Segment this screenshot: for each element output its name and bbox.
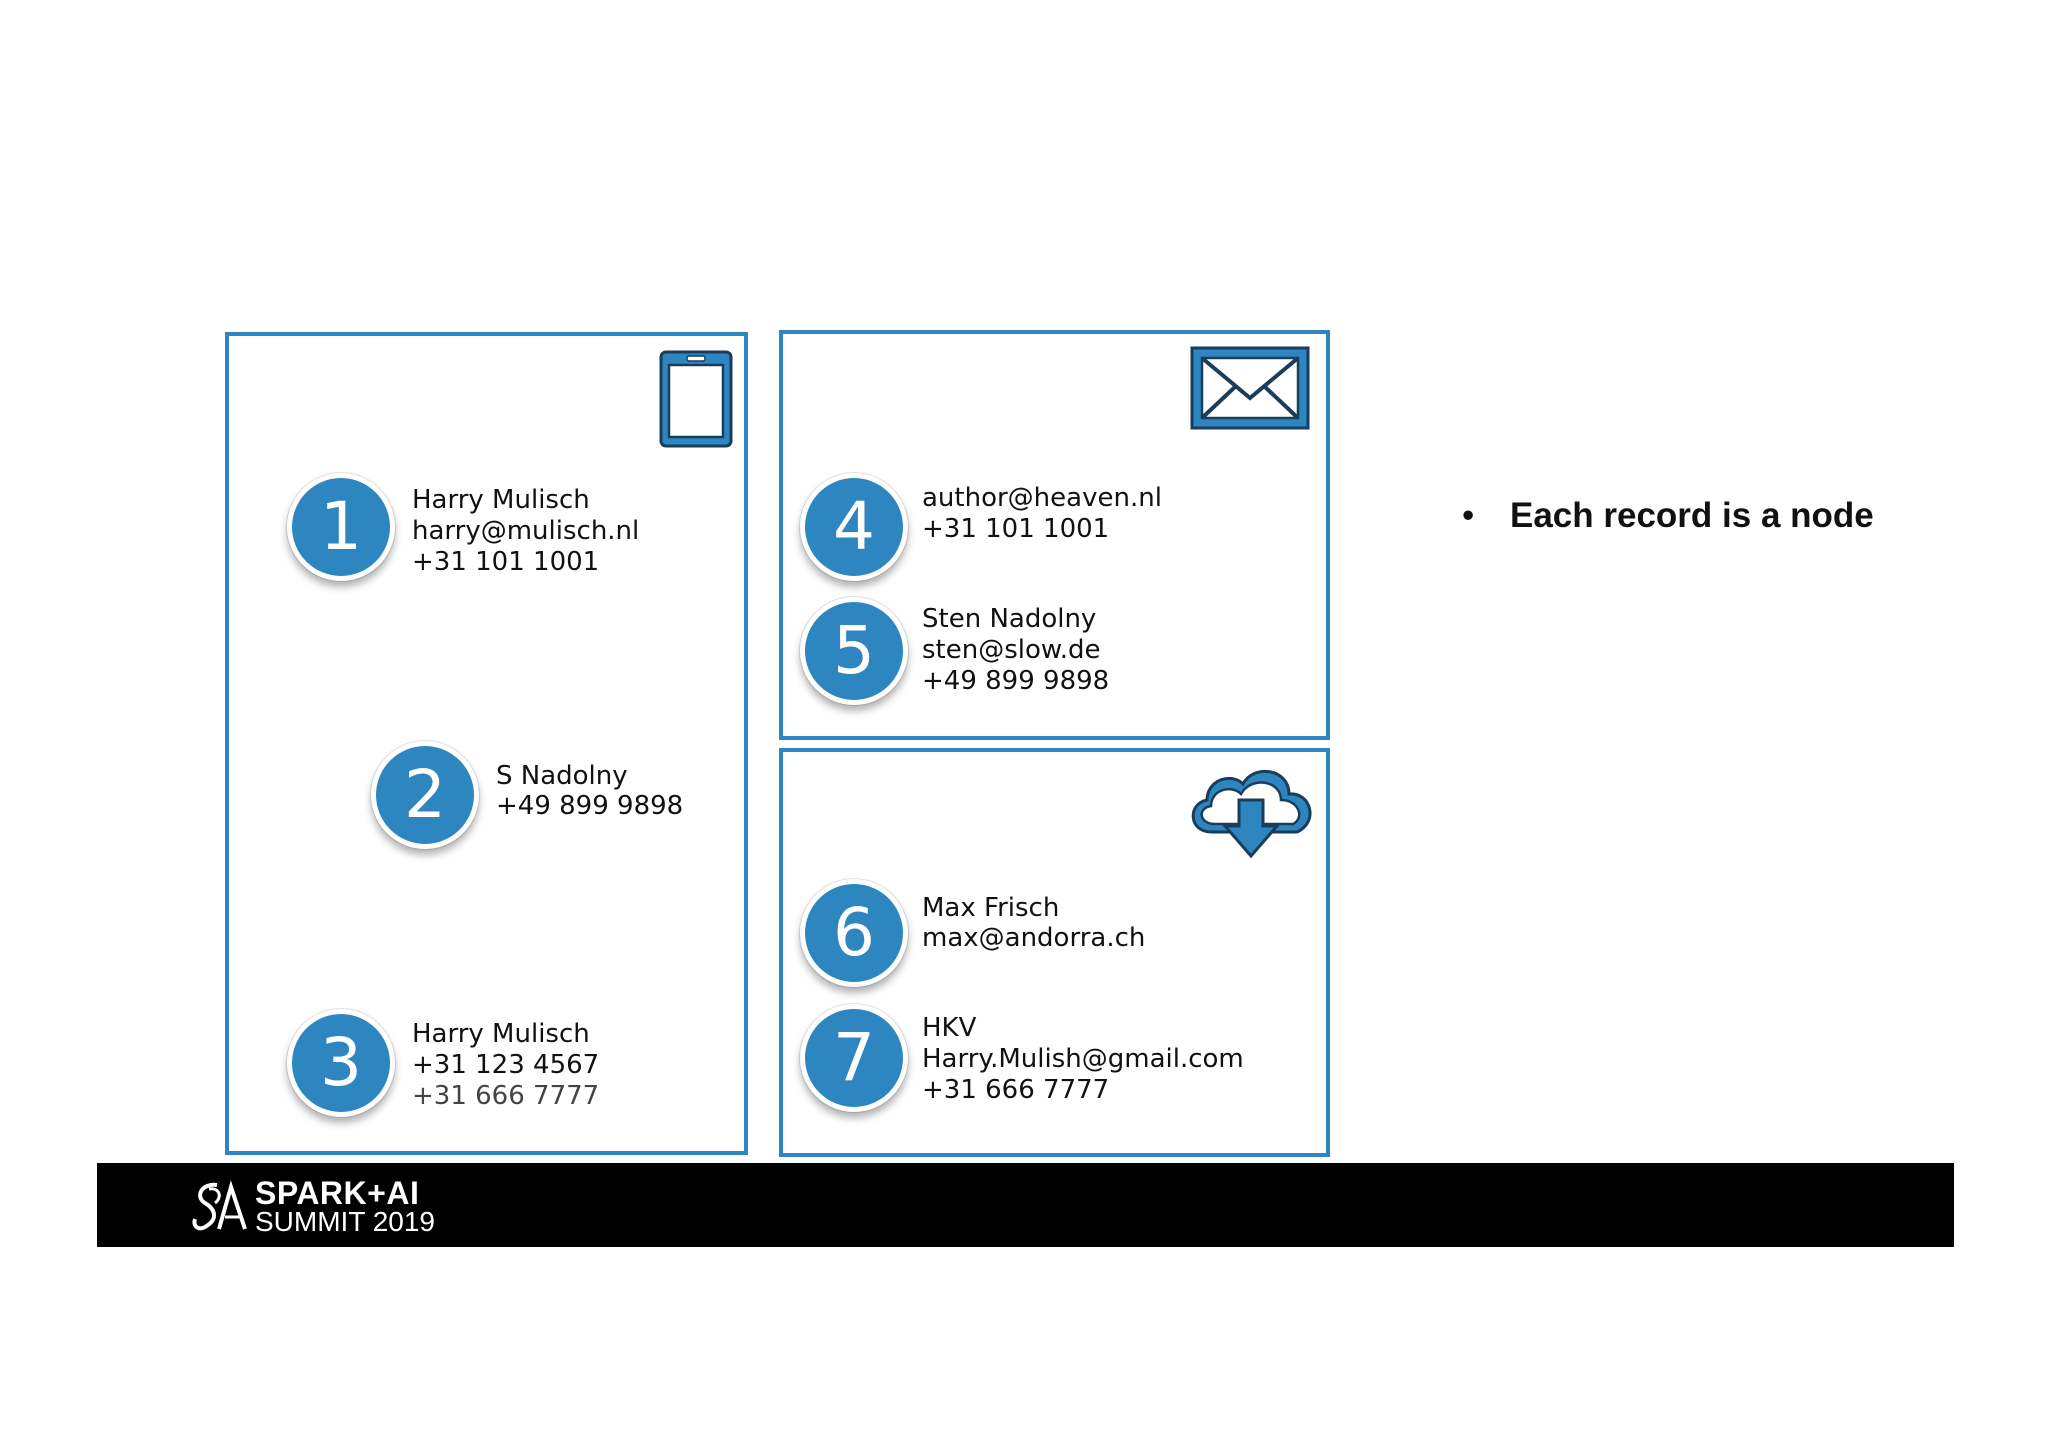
brand-title: SPARK+AI <box>255 1175 420 1211</box>
phone-records-panel <box>225 332 748 1155</box>
brand-subtitle: SUMMIT 2019 <box>255 1206 435 1237</box>
record-name: S Nadolny <box>496 761 628 791</box>
record-phone: +31 101 1001 <box>412 547 600 577</box>
envelope-icon <box>1190 346 1310 430</box>
record-name: Max Frisch <box>922 893 1060 923</box>
record-number-badge: 1 <box>287 473 395 581</box>
record-email: max@andorra.ch <box>922 923 1146 953</box>
record-email: author@heaven.nl <box>922 483 1162 513</box>
spark-ai-summit-logo <box>189 1177 449 1237</box>
cloud-download-icon <box>1181 762 1321 872</box>
record-number-badge: 7 <box>800 1004 908 1112</box>
bullet-list <box>1462 496 1874 536</box>
record-name: HKV <box>922 1013 977 1043</box>
bullet-text: Each record is a node <box>1510 496 1874 535</box>
bullet-point: • <box>1462 496 1475 535</box>
record-phone: +49 899 9898 <box>922 666 1110 696</box>
smartphone-icon <box>659 350 733 448</box>
record-phone-secondary: +31 666 7777 <box>412 1081 600 1111</box>
record-name: Harry Mulisch <box>412 1019 590 1049</box>
record-email: sten@slow.de <box>922 635 1101 665</box>
spark-ai-logo-mark-icon <box>189 1179 251 1235</box>
record-name: Sten Nadolny <box>922 604 1097 634</box>
record-phone: +49 899 9898 <box>496 791 684 821</box>
cloud-records-panel <box>779 748 1330 1157</box>
record-email: harry@mulisch.nl <box>412 516 640 546</box>
record-number-badge: 4 <box>800 473 908 581</box>
record-number-badge: 6 <box>800 879 908 987</box>
record-name: Harry Mulisch <box>412 485 590 515</box>
record-email: Harry.Mulish@gmail.com <box>922 1044 1244 1074</box>
footer-bar <box>97 1163 1954 1247</box>
email-records-panel <box>779 330 1330 740</box>
record-phone: +31 123 4567 <box>412 1050 600 1080</box>
record-number-badge: 2 <box>371 741 479 849</box>
record-phone: +31 101 1001 <box>922 514 1110 544</box>
record-phone: +31 666 7777 <box>922 1075 1110 1105</box>
record-number-badge: 3 <box>287 1009 395 1117</box>
record-number-badge: 5 <box>800 597 908 705</box>
